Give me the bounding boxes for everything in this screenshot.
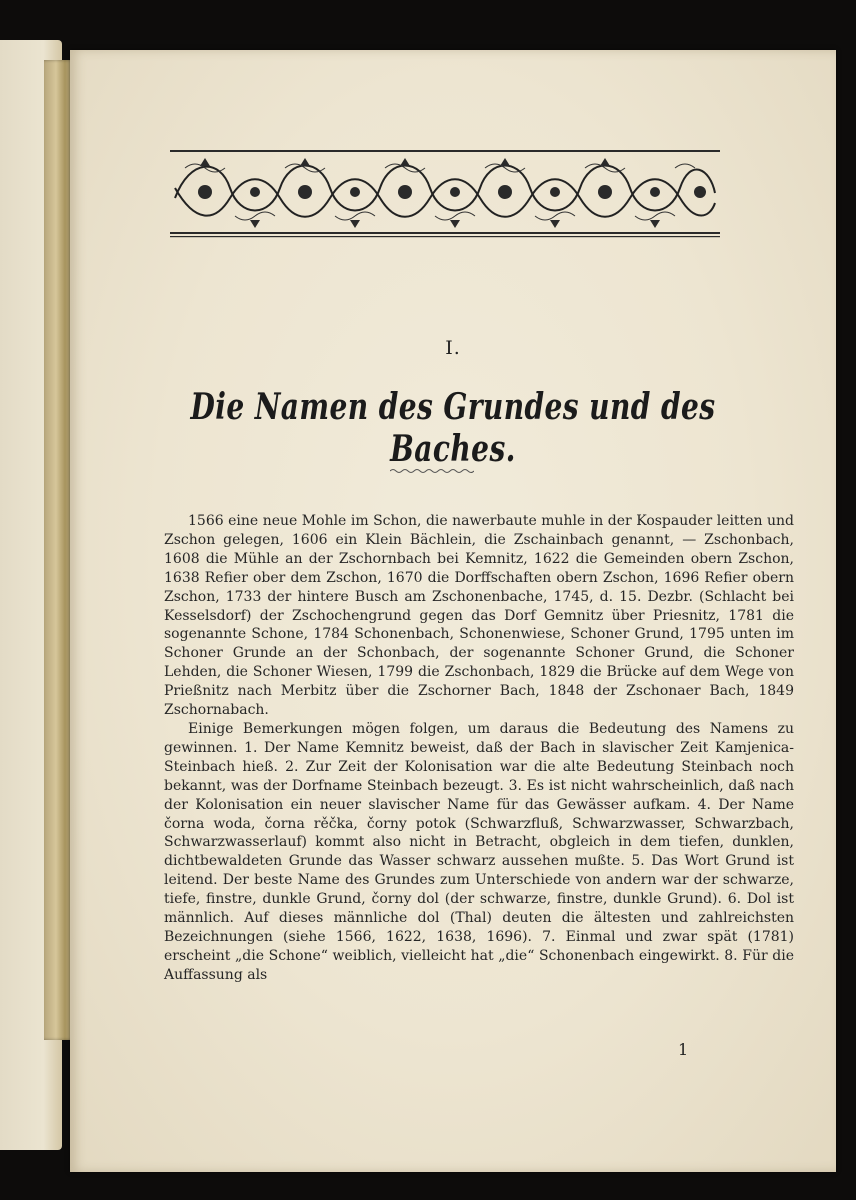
ornament-scroll-icon [170, 148, 720, 240]
page-number: 1 [678, 1040, 689, 1059]
book-page [70, 50, 836, 1172]
body-text [164, 512, 794, 985]
body-paragraph: 1566 eine neue Mohle im Schon, die nawerbaute muhle in der Kospauder leitten und Zschon gelegen, 1606 ein Klein Bächlein, die Zschainbach genannt, — Zschonbach, 1608 die Mühle an der Zschornbach bei Kemnitz, 1622 die Gemeinden obern Zschon, 1638 Refier ober dem Zschon, 1670 die Dorffschaften obern Zschon, 1696 Refier obern Zschon, 1733 der hintere Busch am Zschonenbache, 1745, d. 15. Dezbr. (Schlacht bei Kesselsdorf) der Zschochengrund gegen das Dorf Gemnitz über Priesnitz, 1781 die sogenannte Schone, 1784 Schonenbach, Schonenwiese, Schoner Grund, 1795 unten im Schoner Grunde an der Schonbach, der sogenannte Schoner Grund, die Schoner Lehden, die Schoner Wiesen, 1799 die Zschonbach, 1829 die Brücke auf dem Wege von Prießnitz nach Merbitz über die Zschorner Bach, 1848 der Zschonaer Bach, 1849 Zschornabach. [164, 513, 794, 719]
title-divider-rule [390, 468, 474, 474]
chapter-numeral: I. [445, 337, 461, 359]
chapter-title: Die Namen des Grundes und des Baches. [190, 386, 716, 470]
ornamental-header-band [170, 148, 720, 240]
body-paragraph: Einige Bemerkungen mögen folgen, um daraus die Bedeutung des Namens zu gewinnen. 1. Der Name Kemnitz beweist, daß der Bach in slavischer Zeit Kamjenica-Steinbach hieß. 2. Zur Zeit der Kolonisation war die alte Bedeutung Steinbach noch bekannt, was der Dorfname Steinbach bezeugt. 3. Es ist nicht wahrscheinlich, daß nach der Kolonisation ein neuer slavischer Name für das Gewässer aufkam. 4. Der Name čorna woda, čorna rěčka, čorny potok (Schwarzfluß, Schwarzwasser, Schwarzbach, Schwarzwasserlauf) kommt also nicht in Betracht, obgleich in dem tiefen, dunklen, dichtbewaldeten Grunde das Wasser schwarz aussehen mußte. 5. Das Wort Grund ist leitend. Der beste Name des Grundes zum Unterschiede von andern war der schwarze, tiefe, finstre, dunkle Grund, čorny dol (der schwarze, finstre, dunkle Grund). 6. Dol ist männlich. Auf dieses männliche dol (Thal) deuten die ältesten und zahlreichsten Bezeichnungen (siehe 1566, 1622, 1638, 1696). 7. Einmal und zwar spät (1781) erscheint „die Schone“ weiblich, vielleicht hat „die“ Schonenbach eingewirkt. 8. Für die Auffassung als [164, 720, 794, 983]
